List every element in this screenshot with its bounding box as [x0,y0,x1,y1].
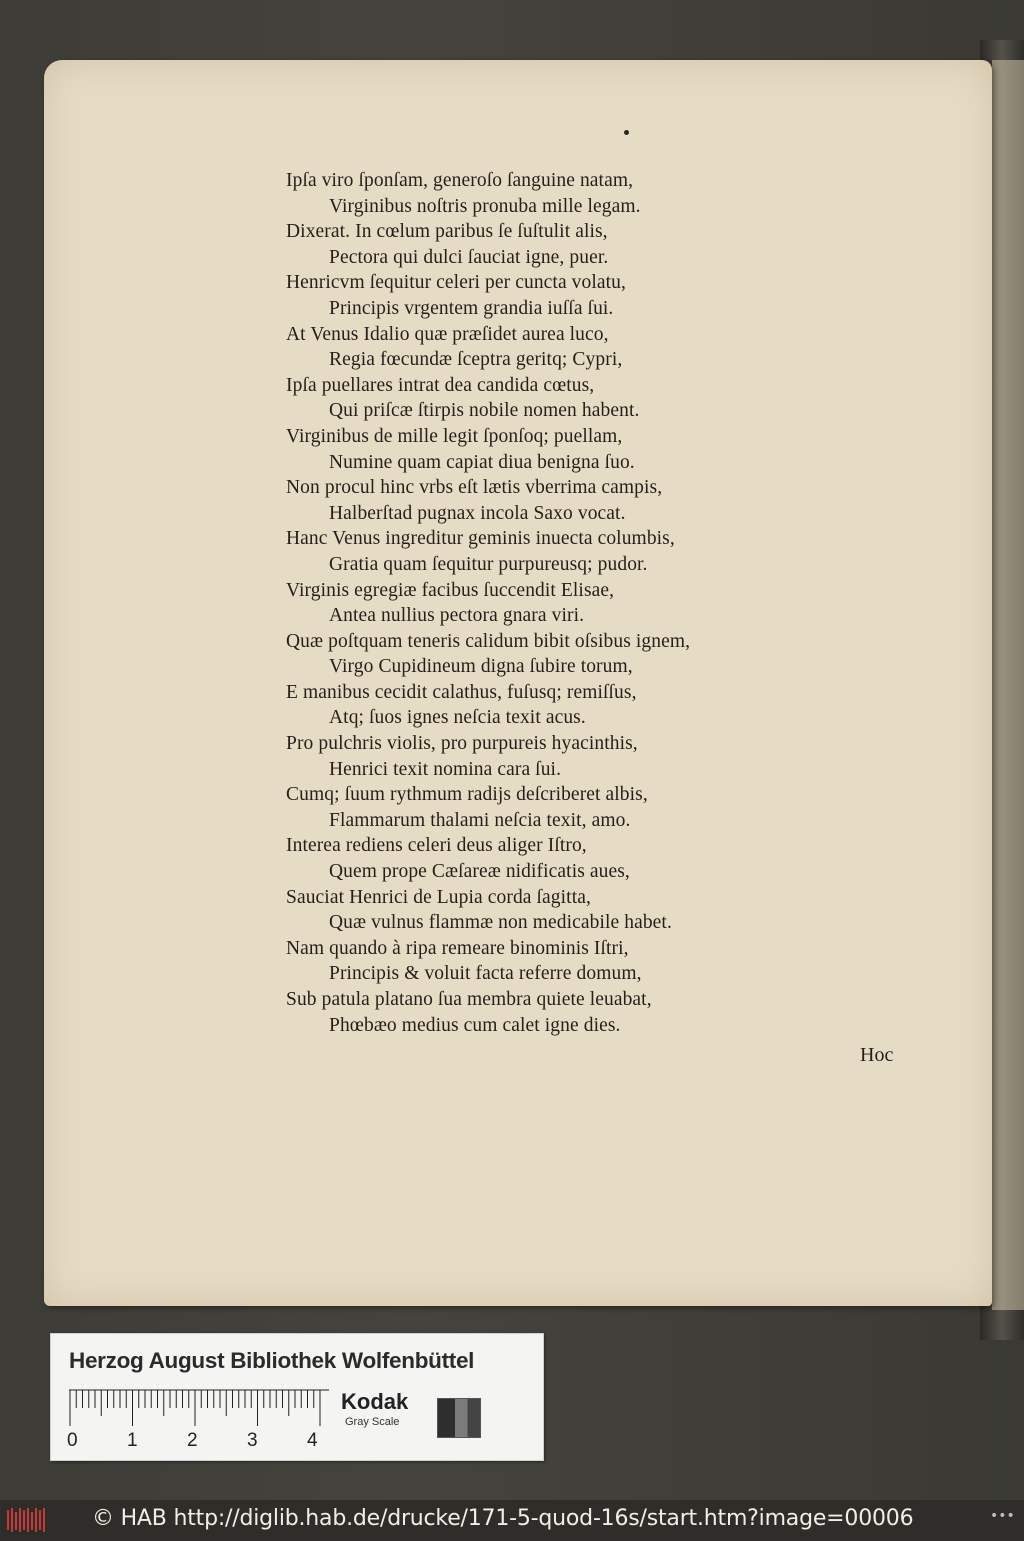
poem-line: Virgo Cupidineum digna ſubire torum, [329,656,633,678]
poem-line: E manibus cecidit calathus, fuſusq; remiſſus, [286,681,637,703]
poem-line: Quæ poſtquam teneris calidum bibit oſsibus ignem, [286,630,691,652]
poem-line: Cumq; ſuum rythmum radijs deſcriberet albis, [286,784,648,806]
gray-swatch [437,1398,481,1438]
ruler-number: 0 [67,1430,78,1451]
gray-scale-label: Gray Scale [345,1416,400,1428]
poem-line: Qui priſcæ ſtirpis nobile nomen habent. [329,400,640,422]
poem-line: Antea nullius pectora gnara viri. [329,605,585,627]
poem-line: Ipſa viro ſponſam, generoſo ſanguine natam, [286,170,634,191]
poem-line: Gratia quam ſequitur purpureusq; pudor. [329,553,648,575]
poem-line: Regia fœcundæ ſceptra geritq; Cypri, [329,349,623,371]
poem-line: Hanc Venus ingreditur geminis inuecta columbis, [286,528,675,550]
poem-line: Sub patula platano ſua membra quiete leuabat, [286,989,652,1010]
poem-line: Nam quando à ripa remeare binominis Iſtri, [286,937,629,959]
color-reference-card [50,1333,544,1461]
poem-line: Ipſa puellares intrat dea candida cœtus, [286,374,595,396]
poem-line: Atq; ſuos ignes neſcia texit acus. [329,707,586,729]
ruler-number: 3 [247,1430,258,1451]
ruler-number: 1 [127,1430,138,1451]
barcode-icon [6,1506,46,1534]
poem-line: Quæ vulnus flammæ non medicabile habet. [329,912,672,934]
poem-line: Sauciat Henrici de Lupia corda ſagitta, [286,886,591,908]
poem-line: Pro pulchris violis, pro purpureis hyacinthis, [286,733,638,755]
ruler-number: 2 [187,1430,198,1451]
poem-line: Interea rediens celeri deus aliger Iſtro, [286,835,587,857]
ruler-numbers [63,1430,363,1454]
poem-line: Virginis egregiæ facibus ſuccendit Elisae, [286,579,615,601]
poem-line: Henrici texit nomina cara ſui. [329,758,562,780]
more-icon[interactable]: ••• [990,1508,1015,1524]
poem-line: Pectora qui dulci ſauciat igne, puer. [329,246,609,268]
poem-line: Virginibus de mille legit ſponſoq; puellam, [286,425,623,447]
page-mark [624,130,629,135]
poem-line: Henricvm ſequitur celeri per cuncta volatu, [286,272,626,294]
poem-line: Principis & voluit facta referre domum, [329,963,642,985]
catchword: Hoc [860,1044,894,1066]
ruler-number: 4 [307,1430,318,1451]
poem-text [286,168,846,1038]
poem-line: Dixerat. In cœlum paribus ſe ſuſtulit alis, [286,221,608,243]
source-url[interactable]: © HAB http://diglib.hab.de/drucke/171-5-quod-16s/start.htm?image=00006 [92,1506,914,1531]
library-name: Herzog August Bibliothek Wolfenbüttel [69,1348,475,1373]
poem-line: Numine quam capiat diua benigna ſuo. [329,451,635,473]
poem-line: Quem prope Cæſareæ nidificatis aues, [329,861,630,883]
poem-line: Virginibus noſtris pronuba mille legam. [329,195,641,217]
ruler-scale [69,1388,329,1428]
poem-line: Principis vrgentem grandia iuſſa ſui. [329,297,614,319]
kodak-logo: Kodak [341,1389,409,1414]
poem-line: Non procul hinc vrbs eſt lætis vberrima campis, [286,477,663,499]
poem-line: Flammarum thalami neſcia texit, amo. [329,809,631,831]
poem-line: At Venus Idalio quæ præſidet aurea luco, [286,323,609,345]
next-page-edge [992,60,1024,1310]
poem-line: Halberſtad pugnax incola Saxo vocat. [329,502,626,524]
footer-bar [0,1500,1024,1541]
poem-line: Phœbæo medius cum calet igne dies. [329,1014,621,1036]
